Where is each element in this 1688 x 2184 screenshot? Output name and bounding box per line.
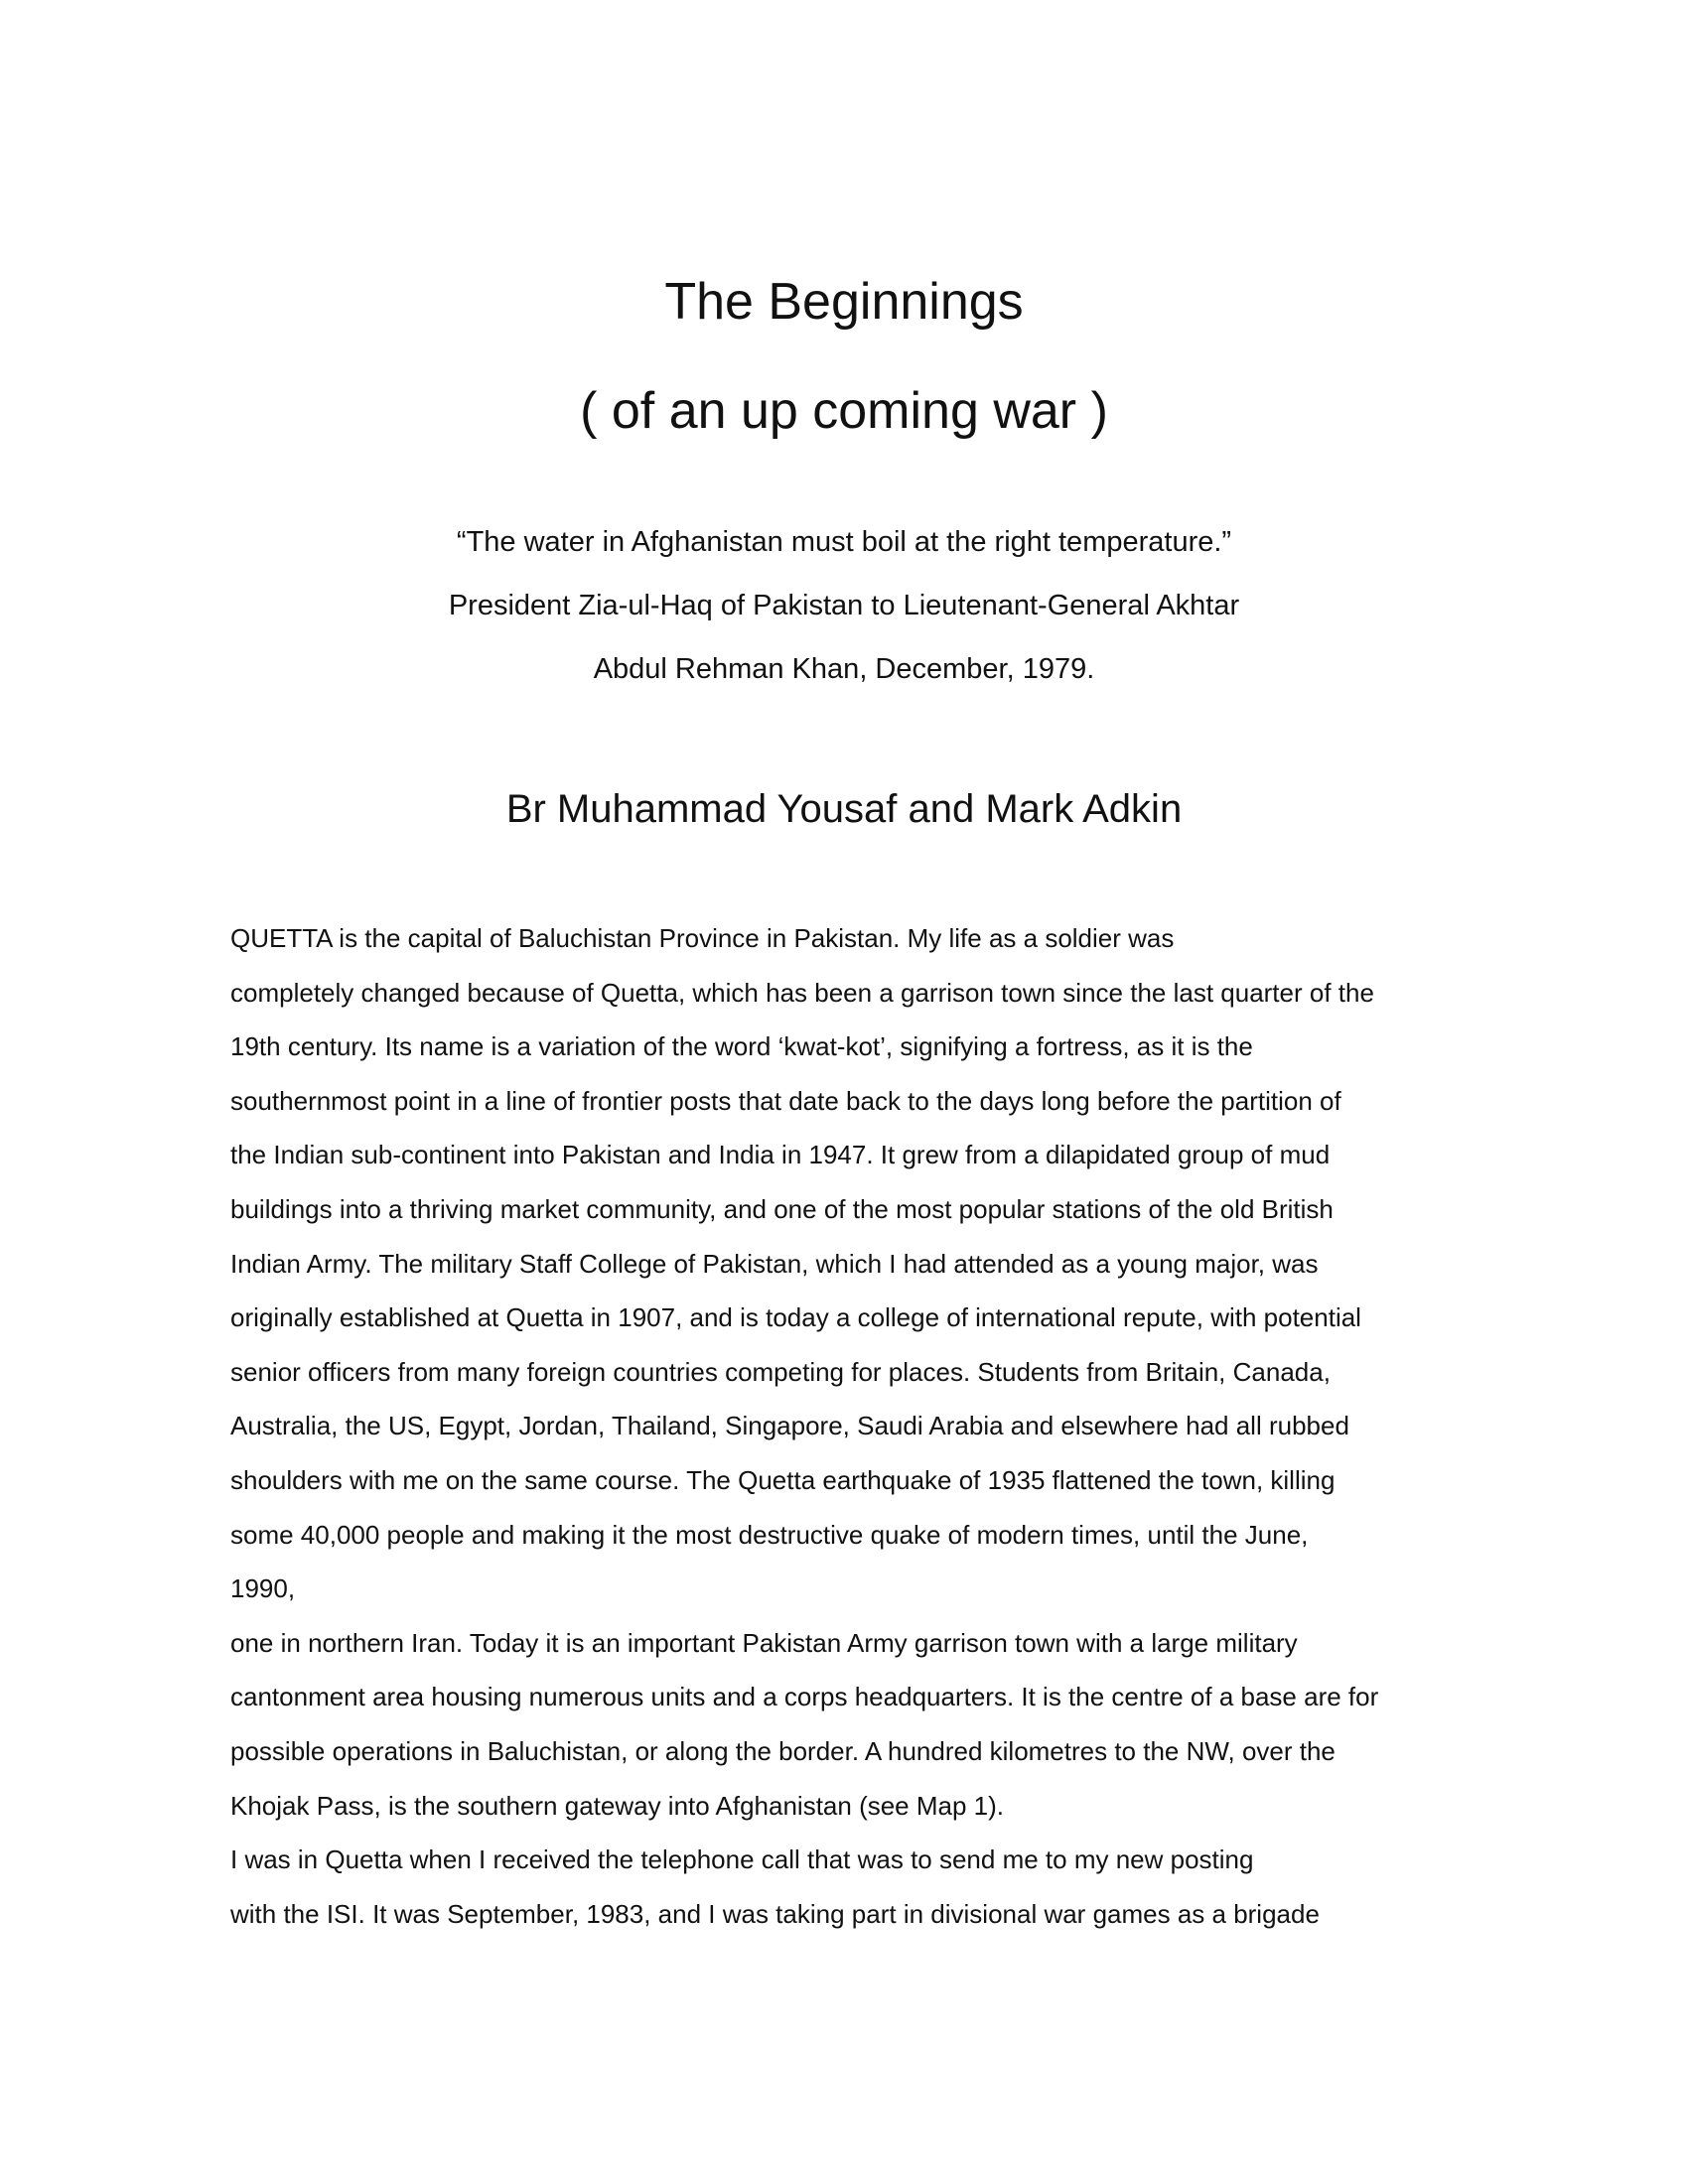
authors-byline: Br Muhammad Yousaf and Mark Adkin <box>505 787 1183 831</box>
body-line: Australia, the US, Egypt, Jordan, Thailand, Singapore, Saudi Arabia and elsewhere had all rubbed <box>230 1411 1349 1441</box>
body-line: QUETTA is the capital of Baluchistan Province in Pakistan. My life as a soldier was <box>230 923 1175 953</box>
body-line: senior officers from many foreign countries competing for places. Students from Britain, Canada, <box>230 1356 1331 1387</box>
body-line: the Indian sub-continent into Pakistan and India in 1947. It grew from a dilapidated group of mud <box>230 1140 1331 1170</box>
body-line: originally established at Quetta in 1907, and is today a college of international repute, with potential <box>230 1302 1361 1333</box>
body-text <box>230 911 1521 1941</box>
body-line: southernmost point in a line of frontier posts that date back to the days long before the partition of <box>230 1085 1341 1116</box>
epigraph-attribution-line-2: Abdul Rehman Khan, December, 1979. <box>593 653 1095 685</box>
page-subtitle: ( of an up coming war ) <box>580 382 1108 440</box>
body-line: I was in Quetta when I received the telephone call that was to send me to my new posting <box>230 1844 1254 1875</box>
epigraph-quote: “The water in Afghanistan must boil at the right temperature.” <box>456 526 1232 558</box>
body-line: 1990, <box>230 1573 296 1604</box>
body-line: with the ISI. It was September, 1983, and I was taking part in divisional war games as a brigade <box>230 1898 1320 1929</box>
body-line: shoulders with me on the same course. The Quetta earthquake of 1935 flattened the town, killing <box>230 1464 1336 1495</box>
body-line: completely changed because of Quetta, which has been a garrison town since the last quarter of the <box>230 977 1374 1008</box>
body-line: buildings into a thriving market community, and one of the most popular stations of the old British <box>230 1193 1334 1224</box>
body-line: cantonment area housing numerous units and a corps headquarters. It is the centre of a base are for <box>230 1682 1379 1712</box>
body-line: Khojak Pass, is the southern gateway into Afghanistan (see Map 1). <box>230 1790 1005 1821</box>
body-line: Indian Army. The military Staff College of Pakistan, which I had attended as a young major, was <box>230 1248 1319 1279</box>
body-line: one in northern Iran. Today it is an important Pakistan Army garrison town with a large military <box>230 1627 1298 1658</box>
body-line: some 40,000 people and making it the most destructive quake of modern times, until the June, <box>230 1519 1309 1550</box>
body-line: 19th century. Its name is a variation of the word ‘kwat-kot’, signifying a fortress, as it is the <box>230 1031 1253 1062</box>
body-line: possible operations in Baluchistan, or along the border. A hundred kilometres to the NW, over the <box>230 1735 1336 1766</box>
epigraph-attribution-line-1: President Zia-ul-Haq of Pakistan to Lieutenant-General Akhtar <box>448 590 1240 621</box>
page-title: The Beginnings <box>664 273 1024 331</box>
